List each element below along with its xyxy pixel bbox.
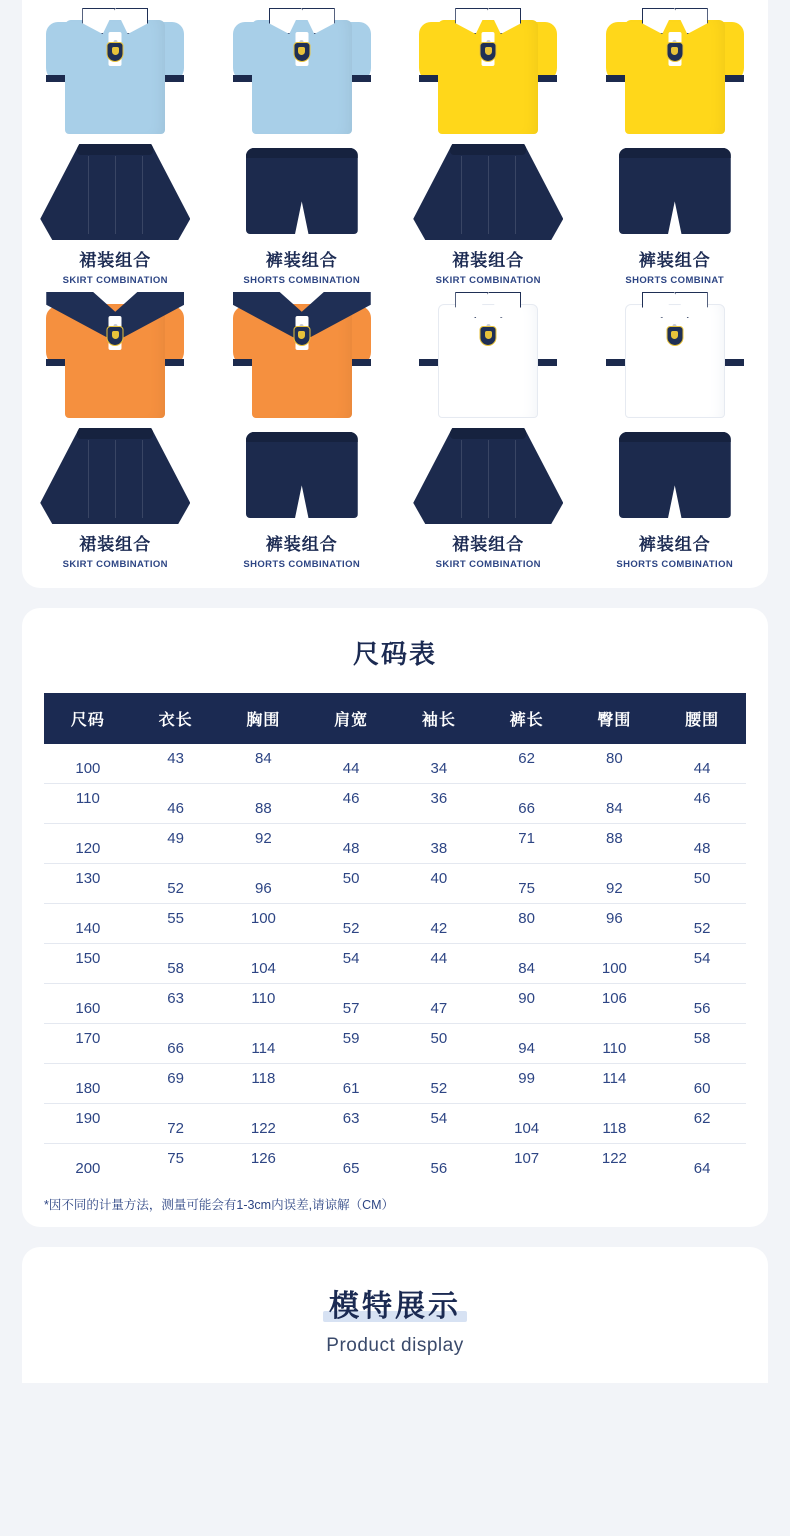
model-title-wrap <box>329 1281 461 1325</box>
size-table-cell: 44 <box>658 749 746 789</box>
shorts <box>619 432 731 518</box>
size-table-cell: 59 <box>307 1019 395 1059</box>
size-table-cell: 80 <box>571 739 659 779</box>
size-table-cell: 46 <box>307 779 395 819</box>
size-table-cell: 100 <box>44 749 132 789</box>
product-cell[interactable] <box>209 8 396 286</box>
size-table-cell: 107 <box>514 1150 540 1167</box>
size-table-cell: 110 <box>571 1029 659 1069</box>
size-table-cell: 54 <box>658 939 746 979</box>
product-caption-cn: 裤装组合 <box>638 535 711 554</box>
product-caption-cn: 裙装组合 <box>452 251 525 270</box>
product-cell[interactable] <box>22 292 209 570</box>
product-combinations-card <box>22 0 768 588</box>
product-caption-cn: 裙装组合 <box>452 535 525 554</box>
size-table-cell: 48 <box>658 829 746 869</box>
size-table-cell: 88 <box>220 789 308 829</box>
skirt <box>413 144 563 240</box>
size-table-cell: 36 <box>395 779 483 819</box>
product-caption-en: SHORTS COMBINATION <box>616 559 734 570</box>
size-table-cell: 170 <box>44 1019 132 1059</box>
size-table-cell: 47 <box>395 989 483 1029</box>
size-table-cell: 190 <box>44 1099 132 1139</box>
size-table-cell: 150 <box>44 939 132 979</box>
shorts-waistband <box>619 432 731 442</box>
shorts-waistband <box>246 148 358 158</box>
product-caption-cn: 裙装组合 <box>79 251 152 270</box>
size-table-cell: 40 <box>395 859 483 899</box>
skirt-waistband <box>77 428 153 439</box>
product-caption-en: SHORTS COMBINATION <box>243 559 361 570</box>
size-table-cell: 62 <box>658 1099 746 1139</box>
product-cell[interactable] <box>395 292 582 570</box>
shorts-waistband <box>619 148 731 158</box>
crest-badge-icon <box>293 42 310 62</box>
outfit-illustration <box>589 8 761 240</box>
crest-badge-icon <box>107 326 124 346</box>
product-caption-cn: 裤装组合 <box>265 251 338 270</box>
size-table-cell: 75 <box>483 869 571 909</box>
size-table-cell: 42 <box>395 909 483 949</box>
size-table-cell: 54 <box>307 939 395 979</box>
size-table-row <box>44 784 746 824</box>
size-table-cell: 63 <box>307 1099 395 1139</box>
shorts <box>246 148 358 234</box>
size-table-cell: 100 <box>220 899 308 939</box>
size-table-cell: 56 <box>658 989 746 1029</box>
size-table-cell: 60 <box>658 1069 746 1109</box>
size-table-header-cell: 腰围 <box>658 693 746 744</box>
size-table-cell: 84 <box>483 949 571 989</box>
size-table-row <box>44 944 746 984</box>
size-table-cell: 80 <box>483 899 571 939</box>
size-table-cell: 118 <box>571 1109 659 1149</box>
skirt <box>40 428 190 524</box>
polo-shirt <box>419 292 557 418</box>
size-table-row <box>44 864 746 904</box>
shorts <box>619 148 731 234</box>
size-table-cell: 52 <box>132 869 220 909</box>
size-table-cell: 90 <box>483 979 571 1019</box>
product-caption-en: SKIRT COMBINATION <box>435 559 541 570</box>
size-table-cell: 44 <box>307 749 395 789</box>
polo-shirt <box>233 8 371 134</box>
size-table-cell: 122 <box>220 1109 308 1149</box>
size-table-body <box>44 744 746 1183</box>
size-table-cell: 61 <box>307 1069 395 1109</box>
size-table-cell: 34 <box>395 749 483 789</box>
size-table-cell: 50 <box>307 859 395 899</box>
size-table-cell: 72 <box>132 1109 220 1149</box>
size-table-cell: 55 <box>132 899 220 939</box>
size-table-header-cell: 胸围 <box>220 693 308 744</box>
size-table-cell: 114 <box>571 1059 659 1099</box>
crest-badge-icon <box>293 326 310 346</box>
crest-badge-icon <box>107 42 124 62</box>
crest-badge-icon <box>480 42 497 62</box>
size-table-cell: 58 <box>658 1019 746 1059</box>
size-table-cell: 52 <box>307 909 395 949</box>
product-cell[interactable] <box>22 8 209 286</box>
outfit-illustration <box>402 292 574 524</box>
size-chart-card <box>22 608 768 1227</box>
size-table-header-cell: 衣长 <box>132 693 220 744</box>
size-table-cell: 92 <box>220 819 308 859</box>
size-table-row <box>44 1024 746 1064</box>
size-table-cell: 104 <box>483 1109 571 1149</box>
size-table-cell: 110 <box>220 979 308 1019</box>
size-table-header-cell: 尺码 <box>44 693 132 744</box>
polo-shirt <box>233 292 371 418</box>
product-cell[interactable] <box>582 292 769 570</box>
size-table-row <box>44 1064 746 1104</box>
crest-badge-icon <box>480 326 497 346</box>
product-caption-en: SHORTS COMBINAT <box>625 275 725 286</box>
size-table-header-cell: 袖长 <box>395 693 483 744</box>
size-table-row <box>44 984 746 1024</box>
size-table-cell: 52 <box>658 909 746 949</box>
size-table-cell: 46 <box>658 779 746 819</box>
size-table-cell: 57 <box>307 989 395 1029</box>
size-table-header-row <box>44 693 746 744</box>
model-display-subtitle: Product display <box>326 1335 464 1356</box>
polo-shirt <box>419 8 557 134</box>
size-table-row <box>44 824 746 864</box>
product-caption-cn: 裤装组合 <box>638 251 711 270</box>
size-table-header-cell: 臀围 <box>571 693 659 744</box>
polo-shirt <box>46 292 184 418</box>
size-table-cell: 48 <box>307 829 395 869</box>
size-table-cell: 126 <box>250 1150 276 1167</box>
product-cell[interactable] <box>209 292 396 570</box>
size-chart-title: 尺码表 <box>352 639 437 669</box>
size-table-cell: 58 <box>132 949 220 989</box>
product-caption-en: SKIRT COMBINATION <box>62 559 168 570</box>
model-display-title: 模特展示 <box>329 1290 461 1323</box>
product-caption-cn: 裤装组合 <box>265 535 338 554</box>
skirt-waistband <box>77 144 153 155</box>
size-table-cell: 84 <box>571 789 659 829</box>
size-table-cell: 50 <box>658 859 746 899</box>
shorts-waistband <box>246 432 358 442</box>
size-table-cell: 69 <box>132 1059 220 1099</box>
size-table-cell: 65 <box>342 1160 360 1177</box>
size-table-cell: 52 <box>395 1069 483 1109</box>
polo-shirt <box>606 8 744 134</box>
size-table-head <box>44 693 746 744</box>
model-display-card <box>22 1247 768 1383</box>
size-table-cell: 54 <box>395 1099 483 1139</box>
size-table-cell: 62 <box>483 739 571 779</box>
size-table-cell: 92 <box>571 869 659 909</box>
size-table-cell: 84 <box>220 739 308 779</box>
size-table-cell: 106 <box>571 979 659 1019</box>
size-table-row <box>44 1144 746 1184</box>
skirt-waistband <box>450 144 526 155</box>
size-table-cell: 63 <box>132 979 220 1019</box>
size-table-cell: 99 <box>483 1059 571 1099</box>
outfit-illustration <box>29 8 201 240</box>
size-table-cell: 94 <box>483 1029 571 1069</box>
size-table-cell: 66 <box>483 789 571 829</box>
size-table-cell: 46 <box>132 789 220 829</box>
size-table-cell: 71 <box>483 819 571 859</box>
size-table-cell: 50 <box>395 1019 483 1059</box>
size-note: *因不同的计量方法，测量可能会有1-3cm内误差,请谅解（CM） <box>44 1198 395 1212</box>
size-table-cell: 64 <box>693 1160 711 1177</box>
size-table-cell: 100 <box>571 949 659 989</box>
size-table-row <box>44 1104 746 1144</box>
product-cell[interactable] <box>582 8 769 286</box>
size-table-cell: 140 <box>44 909 132 949</box>
size-table-cell: 96 <box>220 869 308 909</box>
skirt <box>413 428 563 524</box>
size-table-cell: 130 <box>44 859 132 899</box>
size-table-row <box>44 904 746 944</box>
product-caption-en: SHORTS COMBINATION <box>243 275 361 286</box>
product-caption-en: SKIRT COMBINATION <box>435 275 541 286</box>
size-table-cell: 56 <box>430 1160 448 1177</box>
size-table-cell: 120 <box>44 829 132 869</box>
product-caption-cn: 裙装组合 <box>79 535 152 554</box>
size-table-cell: 96 <box>571 899 659 939</box>
size-table-cell: 104 <box>220 949 308 989</box>
size-table-cell: 49 <box>132 819 220 859</box>
product-caption-en: SKIRT COMBINATION <box>62 275 168 286</box>
size-table-cell: 44 <box>395 939 483 979</box>
polo-shirt <box>606 292 744 418</box>
product-cell[interactable] <box>395 8 582 286</box>
size-table-cell: 43 <box>132 739 220 779</box>
size-table-cell: 88 <box>571 819 659 859</box>
size-table-cell: 114 <box>220 1029 308 1069</box>
size-table-cell: 118 <box>220 1059 308 1099</box>
size-table-header-cell: 肩宽 <box>307 693 395 744</box>
skirt-waistband <box>450 428 526 439</box>
size-table-cell: 66 <box>132 1029 220 1069</box>
crest-badge-icon <box>666 326 683 346</box>
outfit-illustration <box>216 292 388 524</box>
size-table <box>44 693 746 1183</box>
size-table-cell: 180 <box>44 1069 132 1109</box>
size-table-cell: 200 <box>75 1160 101 1177</box>
shorts <box>246 432 358 518</box>
product-grid <box>22 8 768 570</box>
size-table-cell: 38 <box>395 829 483 869</box>
size-table-cell: 122 <box>601 1150 627 1167</box>
outfit-illustration <box>216 8 388 240</box>
outfit-illustration <box>589 292 761 524</box>
outfit-illustration <box>402 8 574 240</box>
outfit-illustration <box>29 292 201 524</box>
size-table-cell: 75 <box>167 1150 184 1167</box>
skirt <box>40 144 190 240</box>
size-table-cell: 110 <box>44 779 132 819</box>
size-table-header-cell: 裤长 <box>483 693 571 744</box>
polo-shirt <box>46 8 184 134</box>
crest-badge-icon <box>666 42 683 62</box>
size-table-cell: 160 <box>44 989 132 1029</box>
